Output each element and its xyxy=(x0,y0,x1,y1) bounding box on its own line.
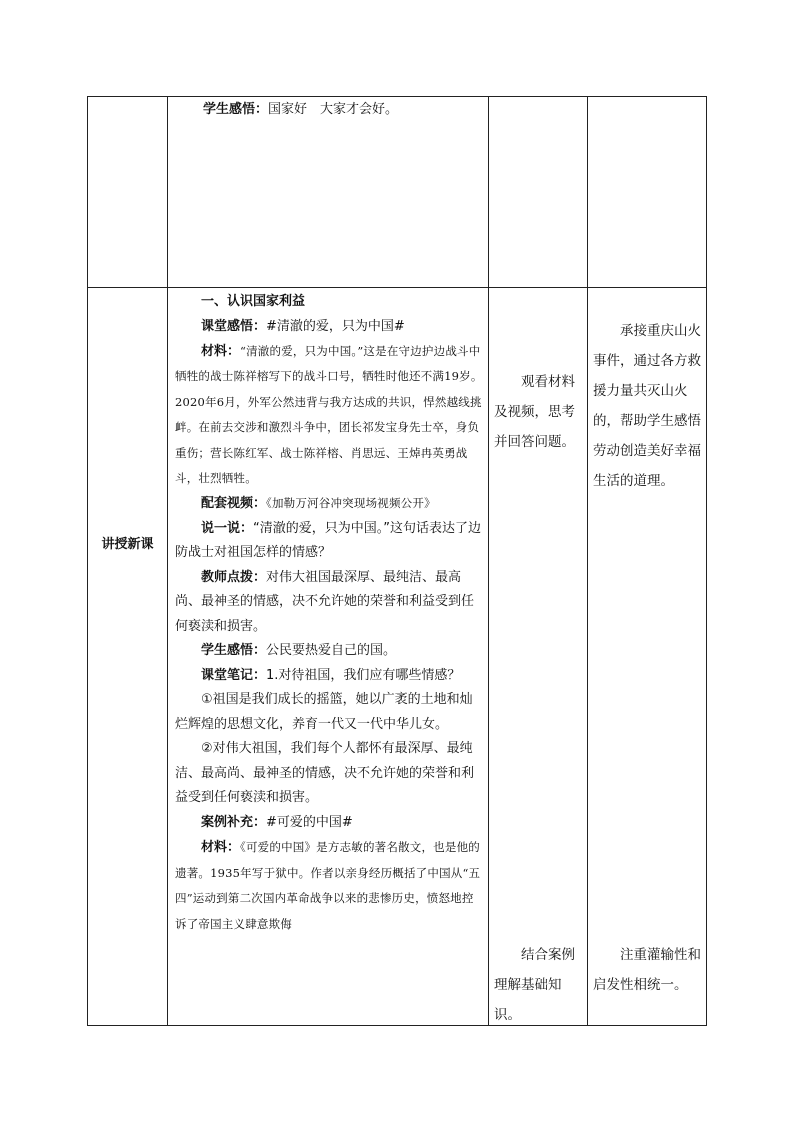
material1-paragraph xyxy=(175,339,483,491)
class-feeling-line xyxy=(175,315,483,340)
stage-label: 讲授新课 xyxy=(101,537,154,552)
student-text: 公民要热爱自己的国。 xyxy=(266,643,397,659)
table-border-top xyxy=(87,96,707,97)
table-border-bottom xyxy=(87,1025,707,1026)
teaching-content-cell xyxy=(175,290,483,937)
section-heading: 一、认识国家利益 xyxy=(201,294,306,309)
class-feeling-label: 课堂感悟： xyxy=(201,318,267,334)
design-intent-2 xyxy=(593,940,705,1000)
student-activity-1-text: 观看材料及视频，思考并回答问题。 xyxy=(494,374,575,450)
case-text: #可爱的中国# xyxy=(266,814,353,830)
say-text: “清澈的爱，只为中国。”这句话表达了边防战士对祖国怎样的情感？ xyxy=(175,520,481,561)
note-item-2: ②对伟大祖国，我们每个人都怀有最深厚、最纯洁、最高尚、最神圣的情感，决不允许她的荣誉和利益受到任何亵渎和损害。 xyxy=(175,741,475,806)
table-border-col1 xyxy=(167,96,168,1026)
video-text: 《加勒万河谷冲突现场视频公开》 xyxy=(266,496,436,511)
material1-text: “清澈的爱，只为中国。”这是在守边护边战斗中牺牲的战士陈祥榕写下的战斗口号，牺牲时他还不满19岁。2020年6月，外军公然违背与我方达成的共识，悍然越线挑衅。在前去交涉和激烈斗争中，团长祁发宝身先士卒，身负重伤；营长陈红军、战士陈祥榕、肖思远、王焯冉英勇战斗，壮烈牺牲。 xyxy=(175,344,483,486)
student-feeling-label: 学生感悟： xyxy=(203,102,269,117)
table-border-left xyxy=(87,96,88,1026)
say-label: 说一说： xyxy=(201,520,254,536)
teacher-paragraph xyxy=(175,566,483,640)
design-intent-1 xyxy=(593,316,701,496)
design-intent-1-text: 承接重庆山火事件，通过各方救援力量共灭山火的，帮助学生感悟劳动创造美好幸福生活的道理。 xyxy=(593,323,701,489)
material2-label: 材料： xyxy=(201,840,241,856)
student-feeling-paragraph xyxy=(175,639,483,664)
video-line xyxy=(175,491,483,517)
student-label: 学生感悟： xyxy=(201,643,267,659)
notes-label: 课堂笔记： xyxy=(201,667,267,683)
design-intent-2-text: 注重灌输性和启发性相统一。 xyxy=(593,947,701,993)
student-feeling-line xyxy=(177,98,481,123)
teacher-text: 对伟大祖国最深厚、最纯洁、最高尚、最神圣的情感，决不允许她的荣誉和利益受到任何亵渎和损害。 xyxy=(175,569,475,634)
stage-cell xyxy=(88,533,167,552)
student-feeling-text: 国家好 大家才会好。 xyxy=(268,102,399,117)
video-label: 配套视频： xyxy=(201,496,267,512)
material2-text: 《可爱的中国》是方志敏的著名散文，也是他的遗著。1935年写于狱中。作者以亲身经历概括了中国从“五四”运动到第二次国内革命战争以来的悲惨历史，愤怒地控诉了帝国主义肆意欺侮 xyxy=(175,840,481,931)
class-feeling-text: #清澈的爱，只为中国# xyxy=(266,318,405,334)
notes-line xyxy=(175,664,483,689)
case-label: 案例补充： xyxy=(201,814,267,830)
table-border-col2 xyxy=(488,96,489,1026)
material1-label: 材料： xyxy=(201,344,241,359)
teacher-label: 教师点拨： xyxy=(201,569,267,585)
table-border-right xyxy=(706,96,707,1026)
case-line xyxy=(175,811,483,836)
student-activity-2-text: 结合案例理解基础知识。 xyxy=(494,947,575,1023)
table-border-col3 xyxy=(587,96,588,1026)
note-item-1: ①祖国是我们成长的摇篮，她以广袤的土地和灿烂辉煌的思想文化，养育一代又一代中华儿女。 xyxy=(175,692,473,732)
material2-paragraph xyxy=(175,835,483,937)
student-activity-2 xyxy=(494,940,586,1030)
table-row-divider xyxy=(87,287,707,288)
row1-content-cell xyxy=(177,98,481,123)
notes-text: 1.对待祖国，我们应有哪些情感？ xyxy=(266,667,461,683)
student-activity-1 xyxy=(494,367,582,457)
say-paragraph xyxy=(175,517,483,566)
